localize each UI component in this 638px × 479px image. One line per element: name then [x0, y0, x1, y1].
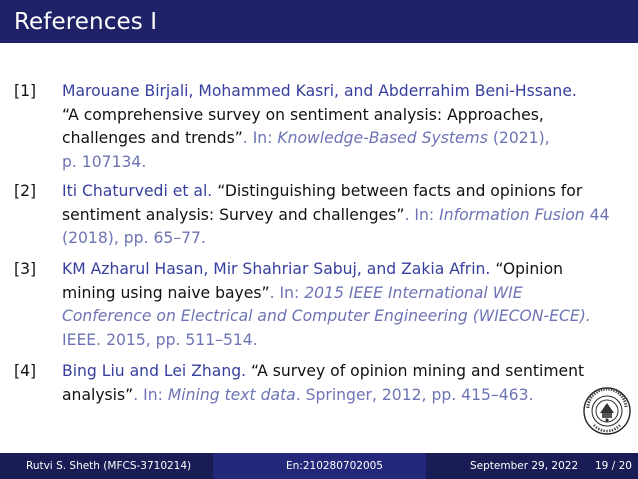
reference-line — [62, 258, 627, 282]
footer-author: Rutvi S. Sheth (MFCS-3710214) — [26, 460, 192, 472]
footer-date: September 29, 2022 — [470, 460, 579, 472]
reference-line — [62, 180, 627, 204]
reference-venue: Mining text data — [167, 385, 296, 404]
reference-line — [62, 384, 627, 408]
reference-line — [62, 204, 627, 228]
reference-text: . In: — [404, 205, 440, 224]
reference-line — [62, 329, 627, 353]
reference-body — [62, 180, 627, 251]
reference-venue: Conference on Electrical and Computer Engineering (WIECON-ECE). — [62, 307, 591, 325]
reference-text: p. 107134. — [62, 152, 147, 171]
reference-text: (2021), — [487, 129, 550, 147]
reference-line — [62, 80, 627, 104]
reference-text: sentiment analysis: Survey and challenges” — [62, 205, 405, 224]
reference-text: “Opinion — [490, 260, 564, 278]
reference-venue: Knowledge-Based Systems — [277, 129, 488, 147]
footer-author-section — [0, 453, 213, 479]
reference-line — [62, 227, 627, 251]
reference-text: IEEE. 2015, pp. 511–514. — [62, 330, 258, 349]
reference-authors: KM Azharul Hasan, Mir Shahriar Sabuj, and Zakia Afrin. — [62, 260, 491, 278]
reference-text: challenges and trends” — [62, 129, 243, 147]
reference-text: . In: — [133, 385, 168, 404]
reference-line — [62, 151, 627, 175]
reference-body — [62, 80, 627, 174]
footer-right-section — [426, 453, 638, 479]
reference-authors: Marouane Birjali, Mohammed Kasri, and Abderrahim Beni-Hssane. — [62, 82, 577, 100]
reference-text: “A comprehensive survey on sentiment analysis: Approaches, — [62, 105, 544, 124]
reference-authors: Bing Liu and Lei Zhang. — [62, 362, 247, 380]
title-bar — [0, 0, 638, 43]
footer-page-number: 19 / 20 — [595, 460, 632, 472]
reference-number: [2] — [14, 182, 37, 200]
reference-authors: Iti Chaturvedi et al. — [62, 182, 213, 200]
reference-text: “A survey of opinion mining and sentiment — [246, 362, 585, 380]
reference-text: mining using naive bayes” — [62, 283, 270, 302]
reference-line — [62, 282, 627, 306]
reference-body — [62, 258, 627, 352]
reference-number: [1] — [14, 82, 37, 100]
reference-body — [62, 360, 627, 407]
reference-number: [3] — [14, 260, 37, 278]
footer — [0, 453, 638, 479]
reference-line — [62, 305, 627, 329]
reference-text: (2018), pp. 65–77. — [62, 229, 206, 247]
reference-text: analysis” — [62, 385, 134, 404]
reference-venue: 2015 IEEE International WIE — [304, 283, 523, 302]
reference-text: 44 — [584, 205, 610, 224]
reference-line — [62, 127, 627, 151]
reference-text: . In: — [269, 283, 305, 302]
reference-text: “Distinguishing between facts and opinions for — [212, 182, 583, 200]
reference-number: [4] — [14, 362, 37, 380]
slide-title: References I — [14, 9, 158, 35]
footer-enrollment: En:210280702005 — [286, 460, 383, 472]
college-seal-icon — [582, 386, 632, 436]
reference-line — [62, 360, 627, 384]
reference-text: . In: — [242, 129, 278, 147]
reference-venue: Information Fusion — [439, 205, 585, 224]
reference-text: . Springer, 2012, pp. 415–463. — [295, 385, 534, 404]
footer-center-section — [213, 453, 426, 479]
reference-line — [62, 104, 627, 128]
